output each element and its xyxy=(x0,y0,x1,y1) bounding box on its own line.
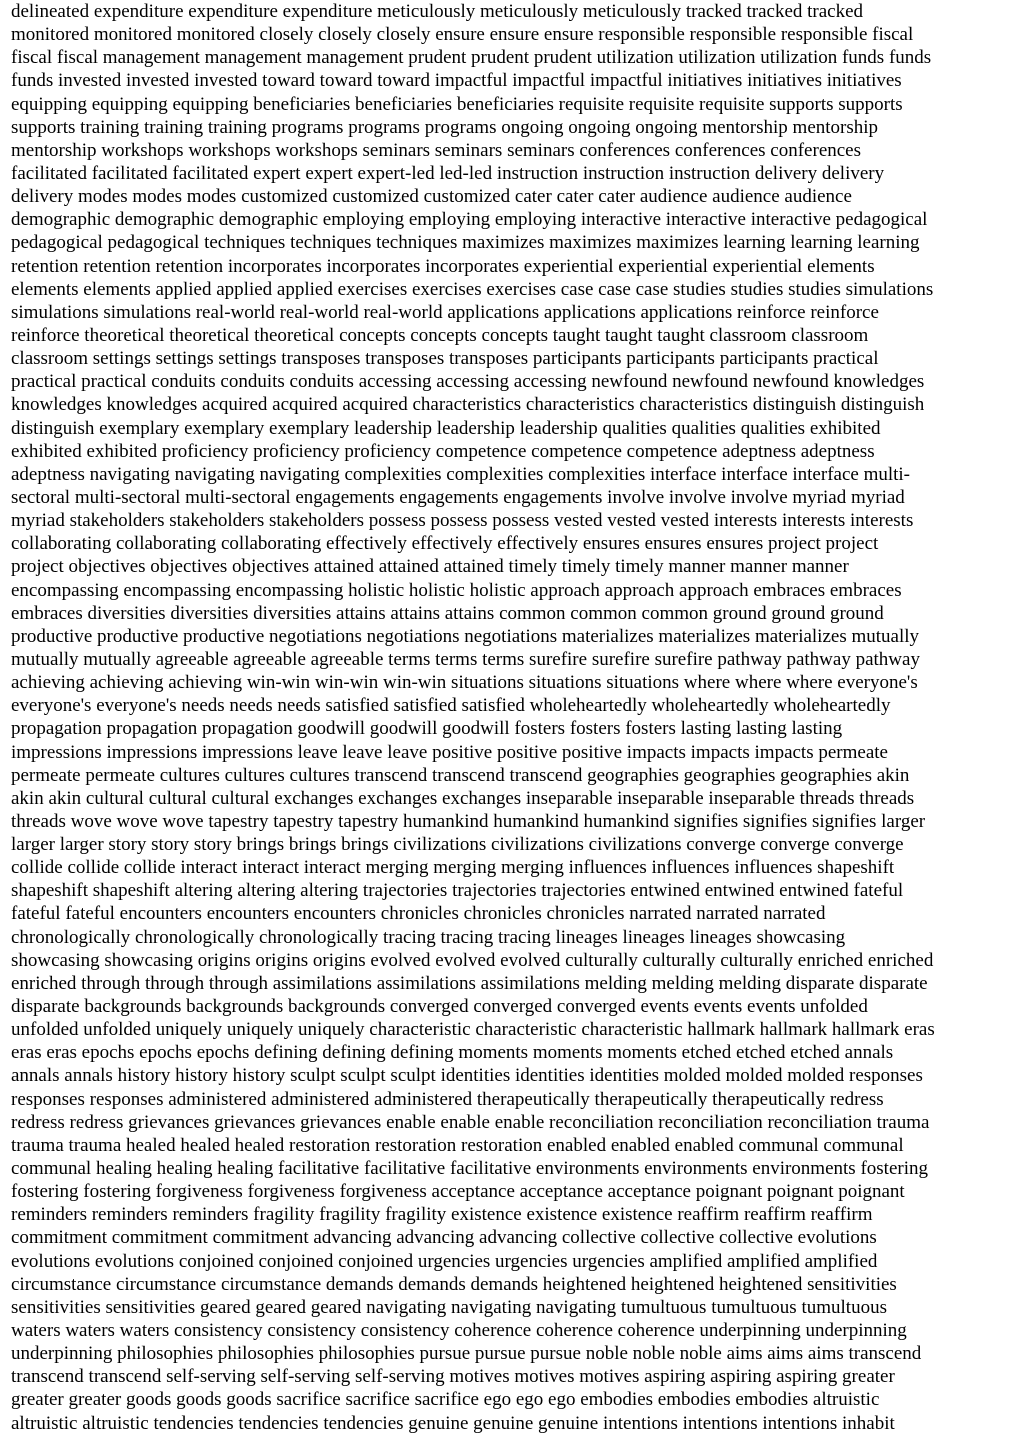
text-line: impressions impressions impressions leave leave leave positive positive positive impacts impacts impacts permeate xyxy=(11,741,888,763)
text-line: greater greater goods goods goods sacrifice sacrifice sacrifice ego ego ego embodies embodies embodies altruistic xyxy=(11,1389,880,1411)
text-line: achieving achieving achieving win-win win-win win-win situations situations situations where where where everyone's xyxy=(11,672,918,694)
text-line: chronologically chronologically chronologically tracing tracing tracing lineages lineages lineages showcasing xyxy=(11,926,846,948)
text-line: responses responses administered administered administered therapeutically therapeutically therapeutically redress xyxy=(11,1088,884,1110)
text-line: evolutions evolutions conjoined conjoined conjoined urgencies urgencies urgencies amplified amplified amplified xyxy=(11,1250,878,1272)
text-line: myriad stakeholders stakeholders stakeholders possess possess possess vested vested vested interests interests interests xyxy=(11,510,914,532)
text-line: classroom settings settings settings transposes transposes transposes participants participants participants practical xyxy=(11,348,879,370)
text-line: eras eras epochs epochs epochs defining defining defining moments moments moments etched etched etched annals xyxy=(11,1042,894,1064)
text-line: showcasing showcasing origins origins origins evolved evolved evolved culturally culturally culturally enriched enriched xyxy=(11,949,934,971)
text-line: larger larger story story story brings brings brings civilizations civilizations civilizations converge converge converge xyxy=(11,834,904,856)
text-line: collide collide collide interact interact interact merging merging merging influences influences influences shapeshift xyxy=(11,857,895,879)
text-line: knowledges knowledges acquired acquired acquired characteristics characteristics characteristics distinguish distinguish xyxy=(11,394,925,416)
text-line: monitored monitored monitored closely closely closely ensure ensure ensure responsible responsible responsible fiscal xyxy=(11,24,914,46)
text-line: transcend transcend self-serving self-serving self-serving motives motives motives aspiring aspiring aspiring greater xyxy=(11,1366,895,1388)
text-line: collaborating collaborating collaborating effectively effectively effectively ensures ensures ensures project project xyxy=(11,533,879,555)
text-line: trauma trauma healed healed healed restoration restoration restoration enabled enabled enabled communal communal xyxy=(11,1134,904,1156)
text-line: funds invested invested invested toward toward toward impactful impactful impactful initiatives initiatives initiatives xyxy=(11,70,902,92)
text-line: supports training training training programs programs programs ongoing ongoing ongoing mentorship mentorship xyxy=(11,116,879,138)
text-line: retention retention retention incorporates incorporates incorporates experiential experiential experiential elements xyxy=(11,255,875,277)
text-line: threads wove wove wove tapestry tapestry tapestry humankind humankind humankind signifies signifies signifies larger xyxy=(11,810,926,832)
text-line: unfolded unfolded uniquely uniquely uniquely characteristic characteristic characteristic hallmark hallmark hallmark eras xyxy=(11,1019,935,1041)
text-line: redress redress grievances grievances grievances enable enable enable reconciliation reconciliation reconciliation trauma xyxy=(11,1111,930,1133)
text-line: facilitated facilitated facilitated expert expert expert-led led-led instruction instruction instruction delivery delivery xyxy=(11,162,885,184)
text-line: equipping equipping equipping beneficiaries beneficiaries beneficiaries requisite requisite requisite supports supports xyxy=(11,93,903,115)
text-line: elements elements applied applied applied exercises exercises exercises case case case studies studies studies simulations xyxy=(11,278,934,300)
text-line: delivery modes modes modes customized customized customized cater cater cater audience audience audience xyxy=(11,186,852,208)
text-line: distinguish exemplary exemplary exemplary leadership leadership leadership qualities qualities qualities exhibited xyxy=(11,417,881,439)
text-line: encompassing encompassing encompassing holistic holistic holistic approach approach approach embraces embraces xyxy=(11,579,902,601)
text-line: commitment commitment commitment advancing advancing advancing collective collective collective evolutions xyxy=(11,1227,877,1249)
text-line: fateful fateful encounters encounters encounters chronicles chronicles chronicles narrated narrated narrated xyxy=(11,903,826,925)
text-line: enriched through through through assimilations assimilations assimilations melding melding melding disparate disparate xyxy=(11,972,928,994)
text-line: exhibited exhibited proficiency proficiency proficiency competence competence competence adeptness adeptness xyxy=(11,440,875,462)
text-line: mentorship workshops workshops workshops seminars seminars seminars conferences conferences conferences xyxy=(11,139,862,161)
text-line: akin akin cultural cultural cultural exchanges exchanges exchanges inseparable inseparable inseparable threads threads xyxy=(11,787,915,809)
text-line: communal healing healing healing facilitative facilitative facilitative environments environments environments fostering xyxy=(11,1158,928,1180)
text-line: simulations simulations real-world real-world real-world applications applications applications reinforce reinforce xyxy=(11,301,879,323)
text-line: reinforce theoretical theoretical theoretical concepts concepts concepts taught taught taught classroom classroom xyxy=(11,324,869,346)
text-line: sensitivities sensitivities geared geared geared navigating navigating navigating tumultuous tumultuous tumultuous xyxy=(11,1296,887,1318)
text-line: embraces diversities diversities diversities attains attains attains common common common ground ground ground xyxy=(11,602,884,624)
text-line: shapeshift shapeshift altering altering altering trajectories trajectories trajectories entwined entwined entwined fateful xyxy=(11,880,904,902)
text-line: fostering fostering forgiveness forgiveness forgiveness acceptance acceptance acceptance poignant poignant poignant xyxy=(11,1181,905,1203)
text-line: altruistic altruistic tendencies tendencies tendencies genuine genuine genuine intentions intentions intentions inhabit xyxy=(11,1412,895,1434)
text-line: productive productive productive negotiations negotiations negotiations materializes materializes materializes mutually xyxy=(11,625,920,647)
text-line: annals annals history history history sculpt sculpt sculpt identities identities identities molded molded molded responses xyxy=(11,1065,923,1087)
text-line: permeate permeate cultures cultures cultures transcend transcend transcend geographies geographies geographies akin xyxy=(11,764,910,786)
text-line: fiscal fiscal management management management prudent prudent prudent utilization utilization utilization funds funds xyxy=(11,47,932,69)
text-line: propagation propagation propagation goodwill goodwill goodwill fosters fosters fosters lasting lasting lasting xyxy=(11,718,843,740)
text-line: demographic demographic demographic employing employing employing interactive interactive interactive pedagogical xyxy=(11,209,928,231)
text-line: pedagogical pedagogical techniques techniques techniques maximizes maximizes maximizes learning learning learning xyxy=(11,232,920,254)
text-line: waters waters waters consistency consistency consistency coherence coherence coherence underpinning underpinning xyxy=(11,1320,907,1342)
text-line: project objectives objectives objectives attained attained attained timely timely timely manner manner manner xyxy=(11,556,849,578)
text-line: adeptness navigating navigating navigating complexities complexities complexities interface interface interface multi- xyxy=(11,463,911,485)
body-paragraph xyxy=(11,0,1016,1435)
text-line: reminders reminders reminders fragility fragility fragility existence existence existence reaffirm reaffirm reaffirm xyxy=(11,1204,873,1226)
text-line: underpinning philosophies philosophies philosophies pursue pursue pursue noble noble noble aims aims aims transcend xyxy=(11,1343,922,1365)
text-line: disparate backgrounds backgrounds backgrounds converged converged converged events events events unfolded xyxy=(11,996,868,1018)
text-line: practical practical conduits conduits conduits accessing accessing accessing newfound newfound newfound knowledges xyxy=(11,371,925,393)
text-line: sectoral multi-sectoral multi-sectoral engagements engagements engagements involve involve involve myriad myriad xyxy=(11,486,905,508)
text-line: everyone's everyone's needs needs needs satisfied satisfied satisfied wholeheartedly wholeheartedly wholeheartedly xyxy=(11,695,891,717)
text-line: mutually mutually agreeable agreeable agreeable terms terms terms surefire surefire surefire pathway pathway pathway xyxy=(11,648,920,670)
text-line: circumstance circumstance circumstance demands demands demands heightened heightened heightened sensitivities xyxy=(11,1273,897,1295)
text-line: delineated expenditure expenditure expenditure meticulously meticulously meticulously tracked tracked tracked xyxy=(11,1,864,22)
